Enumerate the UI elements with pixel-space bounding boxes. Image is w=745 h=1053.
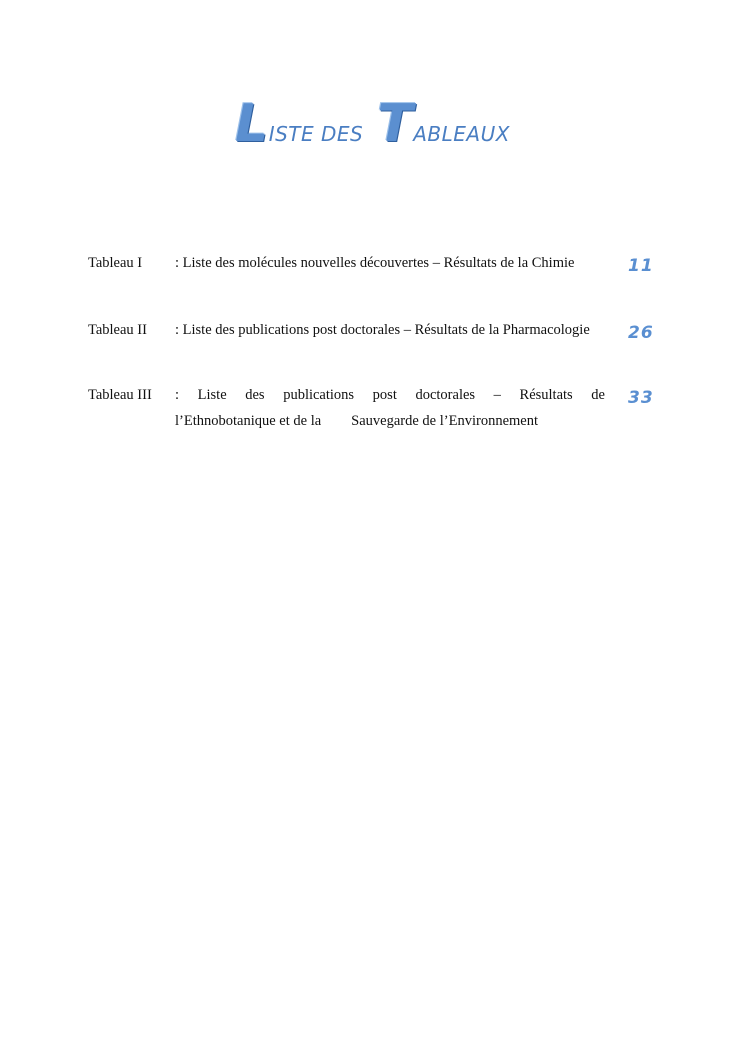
entry-description: : Liste des publications post doctorales – Résultats de la Pharmacologie <box>175 322 590 338</box>
entry-label: Tableau I <box>88 255 143 271</box>
entry-description-line-2b: Sauvegarde de l’Environnement <box>351 413 538 429</box>
entry-page-number: 33 <box>628 388 654 408</box>
entry-page-number: 26 <box>628 323 654 343</box>
entry-description-line-2 <box>175 408 605 434</box>
entry-description-line-2a: l’Ethnobotanique et de la <box>175 413 322 429</box>
entry-description-line-1: : Liste des publications post doctorales – Résultats de <box>175 387 605 403</box>
entry-description: : Liste des molécules nouvelles découvertes – Résultats de la Chimie <box>175 255 575 271</box>
entry-label: Tableau II <box>88 322 147 338</box>
entry-description <box>175 382 605 434</box>
entry-page-number: 11 <box>628 256 654 276</box>
entry-label: Tableau III <box>88 387 152 403</box>
title-initial-t: T <box>377 94 414 154</box>
page-title <box>0 94 745 154</box>
title-initial-l: L <box>235 94 269 154</box>
title-word-liste-des: ISTE DES <box>268 122 364 146</box>
title-word-ableaux: ABLEAUX <box>413 122 510 146</box>
